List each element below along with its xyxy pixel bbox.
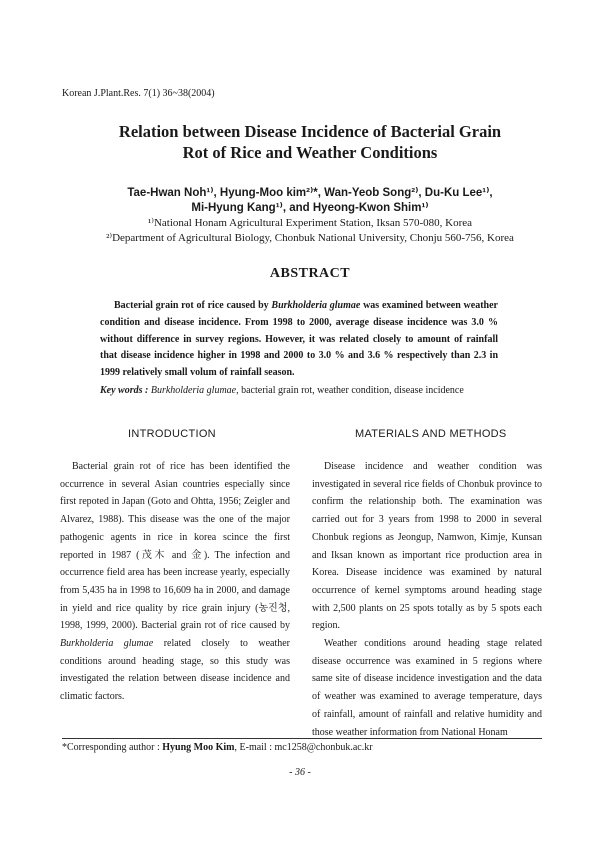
introduction-text: Bacterial grain rot of rice has been identified the occurrence in several Asian countries especially since first repoted in Japan (Goto and Ohtta, 1956; Zeigler and Alvarez, 1988). This disease was the one of the major pathogenic agents in rice in korea scince the first reported in 1987 (茂木 and 金). The infection and occurrence field area has been increase yearly, especially from 5,435 ha in 1998 to 16,609 ha in 2000, and damage in yield and rice quality by rice grain injury (농진청, 1998, 1999, 2000). Bacterial grain rot of rice caused by (60, 461, 290, 632)
abstract-rest: was examined between weather condition and disease incidence. From 1998 to 2000, average disease incidence was 3.0 % without difference in survey regions. However, it was related closely to amount of rainfall that disease incidence higher in 1998 and 2000 to 3.0 % and 3.6 % respectively than 2.3 in 1999 relatively small volum of rainfall season. (100, 300, 498, 379)
affiliation-1: ¹⁾National Honam Agricultural Experiment Station, Iksan 570-080, Korea (147, 217, 472, 229)
introduction-text-rest: related closely to weather conditions around heading stage, so this study was investigated the relation between disease incidence and climatic factors. (60, 638, 291, 703)
abstract-species: Burkholderia glumae (271, 300, 361, 311)
corresponding-author-footnote (62, 742, 373, 753)
keywords-label: Key words : (100, 385, 151, 396)
introduction-column (60, 458, 290, 706)
abstract-lead: Bacterial grain rot of rice caused by (114, 300, 272, 311)
methods-column (312, 458, 542, 741)
paper-title (40, 121, 580, 163)
introduction-heading: INTRODUCTION (128, 428, 216, 440)
title-line-2: Rot of Rice and Weather Conditions (182, 143, 438, 162)
affiliation-2: ²⁾Department of Agricultural Biology, Chonbuk National University, Chonju 560-756, Korea (106, 232, 514, 244)
authors-line-1: Tae-Hwan Noh¹⁾, Hyung-Moo kim²⁾*, Wan-Yeob Song²⁾, Du-Ku Lee¹⁾, (127, 187, 493, 199)
footnote-divider (62, 738, 542, 739)
methods-heading: MATERIALS AND METHODS (355, 428, 507, 440)
author-list (40, 186, 580, 216)
methods-paragraph-1: Disease incidence and weather condition was investigated in several rice fields of Chonbuk province to confirm the relationship both. The examination was carried out for 3 years from 1998 to 2000 in several Chonbuk regions as Jeongup, Namwon, Kimje, Kunsan and Iksan known as important rice production area in Korea. Disease incidence was examined by natural occurrence of kernel symptoms around heading stage with 2,500 plants on 25 spots totally as by 5 spots each region. (312, 461, 542, 632)
keywords-species: Burkholderia glumae (150, 385, 237, 396)
introduction-paragraph (60, 458, 290, 706)
keywords (100, 385, 520, 396)
affiliations (40, 216, 580, 246)
methods-paragraph-2: Weather conditions around heading stage related disease occurrence was examined in 5 regions where same site of disease incidence investigation and the data of weather was examined to average temperature, days of rainfall, amount of rainfall and relative humidity and those weather information from National Honam (312, 638, 542, 738)
introduction-species: Burkholderia glumae (60, 638, 154, 650)
keywords-rest: , bacterial grain rot, weather condition, disease incidence (236, 385, 464, 396)
footnote-email: , E-mail : mc1258@chonbuk.ac.kr (234, 742, 373, 753)
journal-reference: Korean J.Plant.Res. 7(1) 36~38(2004) (62, 88, 215, 99)
footnote-author-name: Hyung Moo Kim (162, 742, 235, 753)
authors-line-2: Mi-Hyung Kang¹⁾, and Hyeong-Kwon Shim¹⁾ (191, 202, 429, 214)
abstract-heading: ABSTRACT (269, 266, 351, 281)
footnote-prefix: *Corresponding author : (62, 742, 163, 753)
page-number: - 36 - (289, 767, 311, 778)
abstract-text (100, 298, 498, 382)
title-line-1: Relation between Disease Incidence of Bacterial Grain (118, 122, 502, 141)
